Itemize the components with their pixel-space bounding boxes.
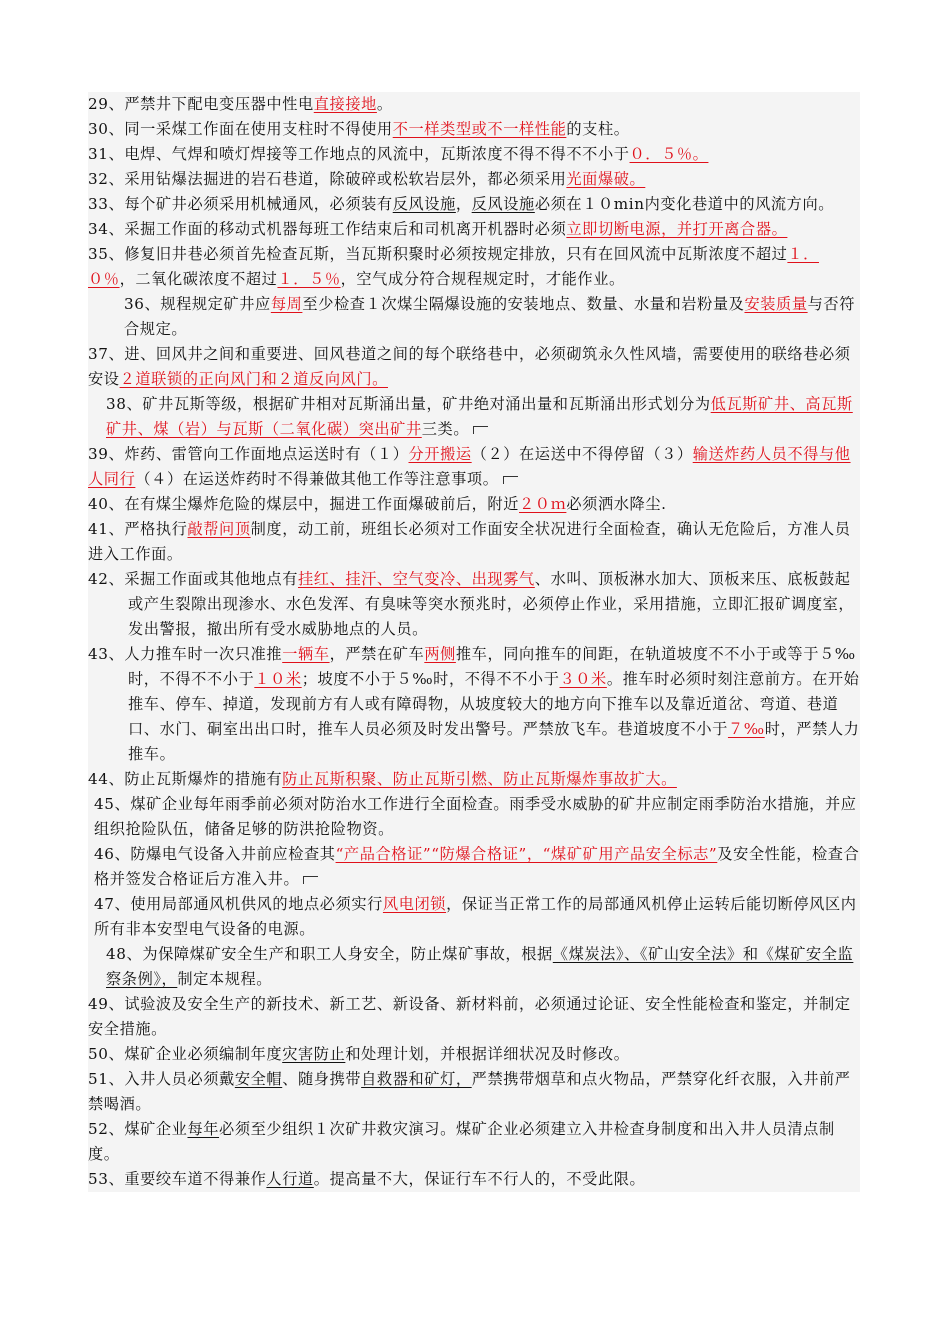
- clause-text: 36、规程规定矿井应: [124, 295, 271, 313]
- clause-text: 40、在有煤尘爆炸危险的煤层中，掘进工作面爆破前后，附近: [88, 495, 520, 513]
- clause-paragraph: [88, 492, 860, 517]
- clause-paragraph: [88, 517, 860, 567]
- clause-paragraph: [88, 567, 860, 642]
- clause-text: 50、煤矿企业必须编制年度: [88, 1045, 283, 1063]
- underlined-text: 反风设施: [392, 195, 456, 213]
- clause-paragraph: [88, 117, 860, 142]
- clause-text: 31、电焊、气焊和喷灯焊接等工作地点的风流中，瓦斯浓度不得不得不不小于: [88, 145, 630, 163]
- clause-text: 时，严禁人力推车。: [128, 720, 860, 763]
- clause-paragraph: [88, 192, 860, 217]
- clause-paragraph: [88, 1067, 860, 1117]
- clause-text: ，二氧化碳浓度不超过: [119, 270, 278, 288]
- answer-text: 挂红、挂汗、空气变冷、出现雾气: [297, 570, 535, 588]
- clause-paragraph: [88, 1117, 860, 1167]
- clause-paragraph: [88, 642, 860, 767]
- clause-text: ，严禁在矿车: [329, 645, 425, 663]
- clause-text: 的支柱。: [566, 120, 630, 138]
- clause-text: ；坡度不小于５‰时，不得不不小于: [301, 670, 560, 688]
- answer-text: 立即切断电源，并打开离合器。: [566, 220, 788, 238]
- clause-text: 37、进、回风井之间和重要进、回风巷道之间的每个联络巷中，必须砌筑永久性风墙，需要使用的联络巷必须安设: [88, 345, 851, 388]
- answer-text: 一辆车: [282, 645, 330, 663]
- clause-paragraph: [88, 217, 860, 242]
- answer-text: 敲帮问顶: [187, 520, 251, 538]
- clause-text: 30、同一采煤工作面在使用支柱时不得使用: [88, 120, 393, 138]
- clause-text: 及安全性能，检查合格并签发合格证后方准入井。: [94, 845, 860, 888]
- clause-text: 33、每个矿井必须采用机械通风，必须装有: [88, 195, 393, 213]
- answer-text: 每周: [270, 295, 303, 313]
- clause-paragraph: [88, 167, 860, 192]
- paragraph-end-mark-icon: [473, 426, 488, 434]
- clause-text: 推车，同向推车的间距，在轨道坡度不不小于或等于５‰时，不得不不小于: [128, 645, 856, 688]
- clause-text: 43、人力推车时一次只准推: [88, 645, 283, 663]
- clause-text: 34、采掘工作面的移动式机器每班工作结束后和司机离开机器时必须: [88, 220, 567, 238]
- clause-text: 35、修复旧井巷必须首先检查瓦斯，当瓦斯积聚时必须按规定排放，只有在回风流中瓦斯浓度不超过: [88, 245, 788, 263]
- clause-text: ，空气成分符合规程规定时，才能作业。: [340, 270, 625, 288]
- clause-text: 和处理计划，并根据详细状况及时修改。: [345, 1045, 630, 1063]
- clause-paragraph: [88, 442, 860, 492]
- clause-text: 三类。: [421, 420, 470, 438]
- clause-paragraph: [88, 767, 860, 792]
- clause-text: 严禁携带烟草和点火物品，严禁穿化纤衣服，入井前严禁喝酒。: [88, 1070, 851, 1113]
- answer-text: ２０ｍ: [519, 495, 567, 513]
- answer-text: 防止瓦斯积聚、防止瓦斯引燃、防止瓦斯爆炸事故扩大。: [282, 770, 677, 788]
- answer-text: 分开搬运: [408, 445, 472, 463]
- answer-text: 两侧: [424, 645, 456, 663]
- clause-text: ，: [455, 195, 472, 213]
- clause-text: （２）在运送中不得停留（３）: [471, 445, 693, 463]
- clause-text: 39、炸药、雷管向工作面地点运送时有（１）: [88, 445, 409, 463]
- answer-text: 光面爆破。: [566, 170, 646, 188]
- clause-paragraph: [88, 342, 860, 392]
- clause-text: 45、煤矿企业每年雨季前必须对防治水工作进行全面检查。雨季受水威胁的矿井应制定雨季防治水措施，并应组织抢险队伍，储备足够的防洪抢险物资。: [94, 795, 857, 838]
- clause-text: 38、矿井瓦斯等级，根据矿井相对瓦斯涌出量，矿井绝对涌出量和瓦斯涌出形式划分为: [106, 395, 711, 413]
- clause-paragraph: [88, 92, 860, 117]
- clause-text: 。: [376, 95, 393, 113]
- answer-text: ０．５％。: [629, 145, 709, 163]
- clause-text: 44、防止瓦斯爆炸的措施有: [88, 770, 283, 788]
- clause-text: 必须在１０min内变化巷道中的风流方向。: [534, 195, 835, 213]
- clause-text: 49、试验波及安全生产的新技术、新工艺、新设备、新材料前，必须通过论证、安全性能检查和鉴定，并制定安全措施。: [88, 995, 851, 1038]
- clause-text: ，保证当正常工作的局部通风机停止运转后能切断停风区内所有非本安型电气设备的电源。: [94, 895, 857, 938]
- clause-paragraph: [88, 1042, 860, 1067]
- underlined-text: 安全帽: [234, 1070, 283, 1088]
- clause-paragraph: [88, 292, 860, 342]
- clause-text: 53、重要绞车道不得兼作: [88, 1170, 267, 1188]
- answer-text: 低瓦斯矿井、高瓦斯矿井、煤（岩）与瓦斯（二氧化碳）突出矿井: [106, 395, 853, 438]
- clause-paragraph: [88, 242, 860, 292]
- clause-paragraph: [88, 792, 860, 842]
- clause-text: 42、采掘工作面或其他地点有: [88, 570, 298, 588]
- underlined-text: 自救器和矿灯，: [361, 1070, 472, 1088]
- clause-text: 52、煤矿企业: [88, 1120, 188, 1138]
- answer-text: １０米: [254, 670, 302, 688]
- clause-text: 、水叫、顶板淋水加大、顶板来压、底板鼓起或产生裂隙出现渗水、水色发浑、有臭味等突水预兆时，必须停止作业，采用措施，立即汇报矿调度室，发出警报，撤出所有受水威胁地点的人员。: [128, 570, 855, 638]
- clause-text: 制定本规程。: [177, 970, 273, 988]
- underlined-text: 人行道: [266, 1170, 314, 1188]
- clause-text: （４）在运送炸药时不得兼做其他工作等注意事项。: [135, 470, 499, 488]
- underlined-text: 反风设施: [471, 195, 535, 213]
- clause-text: 与否符合规定。: [124, 295, 855, 338]
- underlined-text: 《煤炭法》、《矿山安全法》和《煤矿安全监察条例》，: [106, 945, 854, 988]
- answer-text: １．５％: [277, 270, 341, 288]
- clause-text: 必须洒水降尘.: [566, 495, 667, 513]
- clause-paragraph: [88, 392, 860, 442]
- clause-text: 必须至少组织１次矿井救灾演习。煤矿企业必须建立入井检查身制度和出入井人员清点制度。: [88, 1120, 835, 1163]
- answer-text: ３０米: [559, 670, 607, 688]
- paragraph-end-mark-icon: [503, 476, 518, 484]
- clause-text: 。提高量不大，保证行车不行人的，不受此限。: [313, 1170, 646, 1188]
- answer-text: “产品合格证”“防爆合格证”，“煤矿矿用产品安全标志”: [335, 845, 718, 863]
- document-body: [88, 92, 860, 1192]
- clause-paragraph: [88, 942, 860, 992]
- clause-text: 、随身携带: [282, 1070, 362, 1088]
- underlined-text: 每年: [187, 1120, 220, 1138]
- answer-text: １．０％: [88, 245, 819, 288]
- clause-paragraph: [88, 142, 860, 167]
- underlined-text: 灾害防止: [282, 1045, 346, 1063]
- clause-text: 。推车时必须时刻注意前方。在开始推车、停车、掉道，发现前方有人或有障碍物，从坡度较大的地方向下推车以及靠近道岔、弯道、巷道口、水门、硐室出出口时，推车人员必须及时发出警号。严禁放飞车。巷道坡度不小于: [128, 670, 860, 738]
- answer-text: ７‰: [727, 720, 765, 738]
- answer-text: 不一样类型或不一样性能: [392, 120, 567, 138]
- answer-text: 风电闭锁: [382, 895, 447, 913]
- clause-text: 46、防爆电气设备入井前应检查其: [94, 845, 336, 863]
- clause-text: 32、采用钻爆法掘进的岩石巷道，除破碎或松软岩层外，都必须采用: [88, 170, 567, 188]
- clause-text: 51、入井人员必须戴: [88, 1070, 235, 1088]
- clause-text: 47、使用局部通风机供风的地点必须实行: [94, 895, 383, 913]
- clause-paragraph: [88, 992, 860, 1042]
- paragraph-end-mark-icon: [303, 876, 318, 884]
- answer-text: 输送炸药人员不得与他人同行: [88, 445, 851, 488]
- clause-text: 41、严格执行: [88, 520, 188, 538]
- clause-text: 48、为保障煤矿安全生产和职工人身安全，防止煤矿事故，根据: [106, 945, 553, 963]
- clause-text: 至少检查１次煤尘隔爆设施的安装地点、数量、水量和岩粉量及: [302, 295, 745, 313]
- clause-text: 制度，动工前，班组长必须对工作面安全状况进行全面检查，确认无危险后，方准人员进入工作面。: [88, 520, 851, 563]
- answer-text: ２道联锁的正向风门和２道反向风门。: [119, 370, 388, 388]
- clause-paragraph: [88, 892, 860, 942]
- clause-text: 29、严禁井下配电变压器中性电: [88, 95, 314, 113]
- clause-paragraph: [88, 842, 860, 892]
- clause-paragraph: [88, 1167, 860, 1192]
- answer-text: 安装质量: [744, 295, 808, 313]
- answer-text: 直接接地: [313, 95, 377, 113]
